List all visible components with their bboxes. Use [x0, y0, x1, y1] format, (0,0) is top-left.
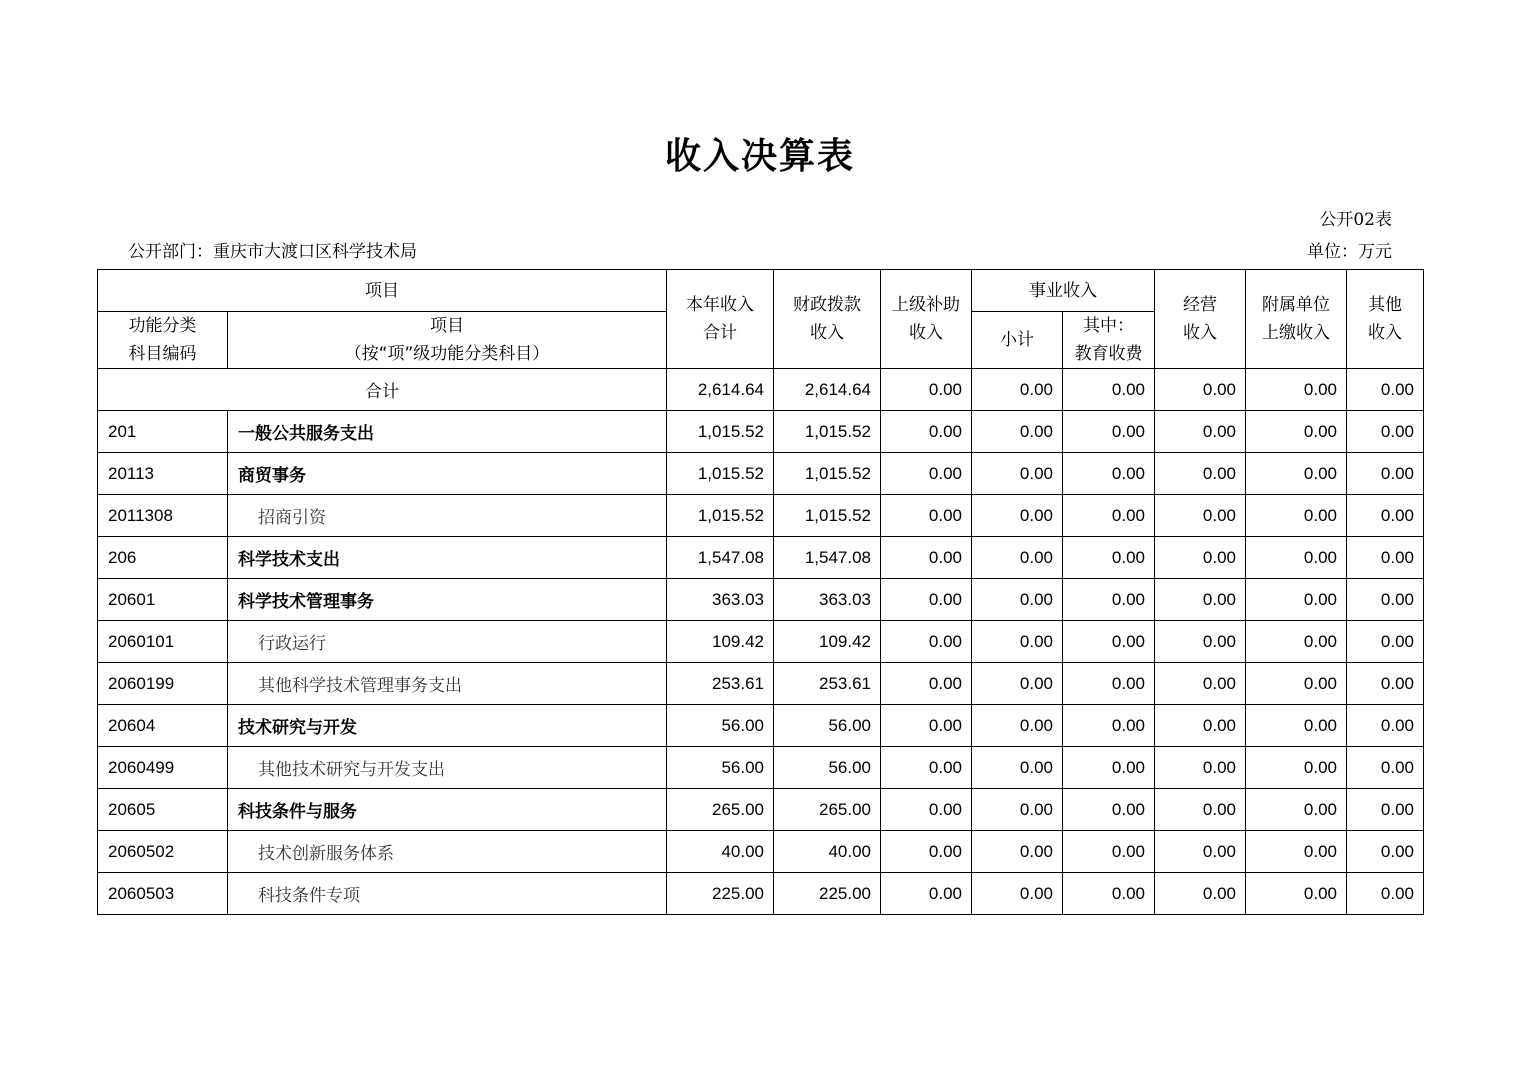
amount-cell: 0.00: [1347, 453, 1424, 495]
total-cell: 0.00: [1246, 369, 1347, 411]
total-cell: 0.00: [1155, 369, 1246, 411]
amount-cell: 0.00: [1246, 453, 1347, 495]
amount-cell: 0.00: [1063, 789, 1155, 831]
subject-code-cell: 2060499: [98, 747, 228, 789]
amount-cell: 0.00: [1246, 705, 1347, 747]
amount-cell: 253.61: [667, 663, 774, 705]
subject-code-cell: 20601: [98, 579, 228, 621]
amount-cell: 0.00: [881, 411, 972, 453]
amount-cell: 0.00: [1155, 537, 1246, 579]
header-fiscal-line2: 收入: [810, 323, 844, 343]
subject-name-cell: 其他科学技术管理事务支出: [228, 663, 667, 705]
header-total-income-line2: 合计: [703, 323, 737, 343]
amount-cell: 0.00: [1063, 831, 1155, 873]
subject-name-cell: 技术研究与开发: [228, 705, 667, 747]
subject-code-cell: 2060101: [98, 621, 228, 663]
amount-cell: 0.00: [1347, 537, 1424, 579]
amount-cell: 0.00: [881, 495, 972, 537]
amount-cell: 0.00: [1347, 747, 1424, 789]
table-row: [98, 789, 1424, 831]
header-affiliated: [1246, 270, 1347, 369]
header-code-line2: 科目编码: [128, 344, 197, 364]
amount-cell: 56.00: [774, 705, 881, 747]
amount-cell: 0.00: [1347, 411, 1424, 453]
amount-cell: 0.00: [1155, 789, 1246, 831]
amount-cell: 109.42: [667, 621, 774, 663]
header-superior-line1: 上级补助: [892, 295, 960, 315]
amount-cell: 0.00: [881, 873, 972, 915]
amount-cell: 0.00: [1155, 831, 1246, 873]
header-business-group: 事业收入: [972, 270, 1155, 312]
form-number: 公开02表: [1319, 210, 1392, 230]
table-row: [98, 663, 1424, 705]
header-business-subtotal: 小计: [972, 312, 1063, 369]
table-row: [98, 747, 1424, 789]
header-name: [228, 312, 667, 369]
amount-cell: 0.00: [881, 663, 972, 705]
amount-cell: 0.00: [881, 621, 972, 663]
header-business-edu-line2: 教育收费: [1074, 344, 1143, 364]
header-business-edu-line1: 其中：: [1083, 316, 1134, 336]
amount-cell: 0.00: [1155, 873, 1246, 915]
amount-cell: 0.00: [881, 831, 972, 873]
amount-cell: 1,015.52: [667, 411, 774, 453]
amount-cell: 1,015.52: [667, 495, 774, 537]
subject-code-cell: 206: [98, 537, 228, 579]
amount-cell: 0.00: [1063, 495, 1155, 537]
amount-cell: 1,015.52: [667, 453, 774, 495]
header-operating-line1: 经营: [1183, 295, 1217, 315]
subject-name-cell: 招商引资: [228, 495, 667, 537]
subject-name-cell: 其他技术研究与开发支出: [228, 747, 667, 789]
table-body: [98, 369, 1424, 915]
amount-cell: 56.00: [667, 747, 774, 789]
subject-name-cell: 科学技术支出: [228, 537, 667, 579]
amount-cell: 1,547.08: [774, 537, 881, 579]
subject-name-cell: 科技条件与服务: [228, 789, 667, 831]
table-row: [98, 831, 1424, 873]
subject-code-cell: 20113: [98, 453, 228, 495]
total-label: 合计: [98, 369, 667, 411]
amount-cell: 1,015.52: [774, 453, 881, 495]
amount-cell: 0.00: [1347, 621, 1424, 663]
amount-cell: 265.00: [774, 789, 881, 831]
amount-cell: 0.00: [972, 621, 1063, 663]
amount-cell: 56.00: [667, 705, 774, 747]
amount-cell: 0.00: [1347, 705, 1424, 747]
amount-cell: 265.00: [667, 789, 774, 831]
subject-code-cell: 2011308: [98, 495, 228, 537]
amount-cell: 0.00: [1246, 873, 1347, 915]
total-cell: 2,614.64: [774, 369, 881, 411]
subject-name-cell: 行政运行: [228, 621, 667, 663]
amount-cell: 40.00: [774, 831, 881, 873]
total-row: [98, 369, 1424, 411]
table-row: [98, 705, 1424, 747]
amount-cell: 0.00: [1246, 579, 1347, 621]
amount-cell: 0.00: [1155, 621, 1246, 663]
subject-name-cell: 科学技术管理事务: [228, 579, 667, 621]
amount-cell: 0.00: [881, 537, 972, 579]
table-row: [98, 495, 1424, 537]
header-other-line1: 其他: [1368, 295, 1402, 315]
subject-code-cell: 20604: [98, 705, 228, 747]
amount-cell: 0.00: [1347, 831, 1424, 873]
amount-cell: 0.00: [972, 495, 1063, 537]
amount-cell: 0.00: [1246, 537, 1347, 579]
income-report-table: [97, 269, 1424, 915]
amount-cell: 0.00: [1155, 411, 1246, 453]
subject-code-cell: 2060199: [98, 663, 228, 705]
amount-cell: 0.00: [972, 747, 1063, 789]
amount-cell: 0.00: [881, 789, 972, 831]
amount-cell: 0.00: [972, 789, 1063, 831]
amount-cell: 56.00: [774, 747, 881, 789]
header-superior: [881, 270, 972, 369]
total-cell: 2,614.64: [667, 369, 774, 411]
amount-cell: 0.00: [881, 453, 972, 495]
amount-cell: 0.00: [1063, 411, 1155, 453]
header-operating-line2: 收入: [1183, 323, 1217, 343]
amount-cell: 0.00: [881, 747, 972, 789]
header-operating: [1155, 270, 1246, 369]
amount-cell: 0.00: [1155, 579, 1246, 621]
amount-cell: 0.00: [972, 705, 1063, 747]
amount-cell: 0.00: [1246, 663, 1347, 705]
amount-cell: 225.00: [774, 873, 881, 915]
amount-cell: 225.00: [667, 873, 774, 915]
subject-name-cell: 科技条件专项: [228, 873, 667, 915]
amount-cell: 0.00: [881, 705, 972, 747]
header-total-income: [667, 270, 774, 369]
subject-code-cell: 2060503: [98, 873, 228, 915]
amount-cell: 1,547.08: [667, 537, 774, 579]
total-cell: 0.00: [881, 369, 972, 411]
table-row: [98, 411, 1424, 453]
header-code-line1: 功能分类: [128, 316, 197, 336]
amount-cell: 0.00: [1063, 621, 1155, 663]
header-other-line2: 收入: [1368, 323, 1402, 343]
amount-cell: 0.00: [1063, 537, 1155, 579]
amount-cell: 0.00: [1347, 495, 1424, 537]
subject-code-cell: 20605: [98, 789, 228, 831]
total-cell: 0.00: [972, 369, 1063, 411]
table-row: [98, 453, 1424, 495]
subject-name-cell: 商贸事务: [228, 453, 667, 495]
amount-cell: 0.00: [1246, 831, 1347, 873]
amount-cell: 0.00: [1347, 873, 1424, 915]
page-title: 收入决算表: [664, 136, 855, 177]
amount-cell: 363.03: [774, 579, 881, 621]
header-name-line1: 项目: [430, 316, 464, 336]
header-code: [98, 312, 228, 369]
amount-cell: 0.00: [1155, 663, 1246, 705]
amount-cell: 0.00: [1347, 579, 1424, 621]
total-cell: 0.00: [1063, 369, 1155, 411]
subject-code-cell: 2060502: [98, 831, 228, 873]
subject-code-cell: 201: [98, 411, 228, 453]
header-fiscal-line1: 财政拨款: [793, 295, 861, 315]
amount-cell: 0.00: [1155, 495, 1246, 537]
amount-cell: 0.00: [972, 411, 1063, 453]
amount-cell: 0.00: [1155, 747, 1246, 789]
table-row: [98, 873, 1424, 915]
amount-cell: 0.00: [972, 537, 1063, 579]
amount-cell: 0.00: [972, 831, 1063, 873]
header-superior-line2: 收入: [909, 323, 943, 343]
amount-cell: 0.00: [1347, 663, 1424, 705]
amount-cell: 40.00: [667, 831, 774, 873]
amount-cell: 0.00: [1246, 495, 1347, 537]
amount-cell: 0.00: [1347, 789, 1424, 831]
amount-cell: 0.00: [972, 579, 1063, 621]
amount-cell: 0.00: [972, 873, 1063, 915]
table-row: [98, 579, 1424, 621]
amount-cell: 109.42: [774, 621, 881, 663]
header-total-income-line1: 本年收入: [686, 295, 754, 315]
table-row: [98, 537, 1424, 579]
department-label: 公开部门：重庆市大渡口区科学技术局: [128, 242, 417, 262]
amount-cell: 1,015.52: [774, 411, 881, 453]
amount-cell: 0.00: [1155, 705, 1246, 747]
amount-cell: 0.00: [1155, 453, 1246, 495]
amount-cell: 0.00: [1063, 663, 1155, 705]
header-name-line2: （按“项”级功能分类科目）: [344, 344, 550, 364]
unit-label: 单位：万元: [1307, 242, 1392, 262]
header-fiscal: [774, 270, 881, 369]
amount-cell: 0.00: [1246, 747, 1347, 789]
header-other: [1347, 270, 1424, 369]
amount-cell: 0.00: [1063, 705, 1155, 747]
total-cell: 0.00: [1347, 369, 1424, 411]
amount-cell: 1,015.52: [774, 495, 881, 537]
amount-cell: 0.00: [1246, 789, 1347, 831]
amount-cell: 0.00: [1063, 579, 1155, 621]
header-item-group: 项目: [98, 270, 667, 312]
subject-name-cell: 技术创新服务体系: [228, 831, 667, 873]
amount-cell: 253.61: [774, 663, 881, 705]
amount-cell: 0.00: [881, 579, 972, 621]
header-affiliated-line1: 附属单位: [1262, 295, 1330, 315]
table-row: [98, 621, 1424, 663]
amount-cell: 0.00: [1063, 747, 1155, 789]
subject-name-cell: 一般公共服务支出: [228, 411, 667, 453]
header-business-edu: [1063, 312, 1155, 369]
amount-cell: 0.00: [972, 663, 1063, 705]
amount-cell: 363.03: [667, 579, 774, 621]
amount-cell: 0.00: [1063, 873, 1155, 915]
header-affiliated-line2: 上缴收入: [1262, 323, 1330, 343]
amount-cell: 0.00: [1063, 453, 1155, 495]
amount-cell: 0.00: [1246, 411, 1347, 453]
amount-cell: 0.00: [1246, 621, 1347, 663]
amount-cell: 0.00: [972, 453, 1063, 495]
